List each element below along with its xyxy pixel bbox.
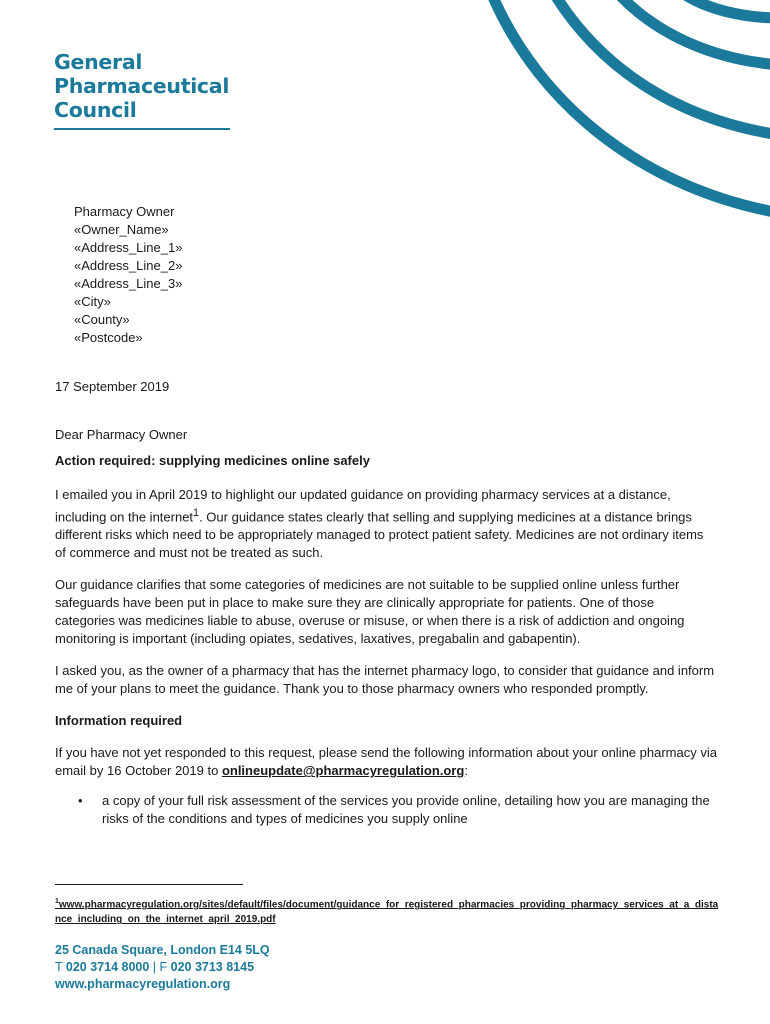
arc-1 bbox=[490, 0, 770, 213]
footnote-link[interactable]: www.pharmacyregulation.org/sites/default/files/document/guidance_for_registered_pharmacies_providing_pharmacy_services_at_a_distance_including_on_the_internet_april_2019.pdf bbox=[55, 899, 719, 926]
paragraph-1-text: I emailed you in April 2019 to highlight our updated guidance on providing pharmacy services at a distance, including on the internet bbox=[55, 487, 671, 525]
arc-3 bbox=[615, 0, 770, 65]
footer-address: 25 Canada Square, London E14 5LQ bbox=[55, 943, 270, 957]
footer-phone-line bbox=[55, 959, 270, 976]
letter-date: 17 September 2019 bbox=[55, 379, 170, 394]
address-line: «Owner_Name» bbox=[74, 222, 169, 237]
address-line: Pharmacy Owner bbox=[74, 204, 175, 219]
footnote-ref[interactable]: 1 bbox=[193, 507, 200, 519]
logo-line-1: General bbox=[54, 50, 143, 74]
footnote-divider bbox=[55, 884, 243, 885]
address-line: «Postcode» bbox=[74, 330, 143, 345]
address-line: «Address_Line_2» bbox=[74, 258, 183, 273]
letter-body bbox=[55, 378, 717, 828]
tel-number: 020 3714 8000 bbox=[65, 960, 150, 974]
address-line: «County» bbox=[74, 312, 130, 327]
footnote-number: 1 bbox=[55, 898, 59, 905]
footnote bbox=[55, 894, 720, 927]
section-heading: Information required bbox=[55, 713, 183, 729]
tel-label: T bbox=[55, 960, 66, 974]
fax-label: F bbox=[159, 960, 171, 974]
requirements-list bbox=[55, 792, 717, 828]
footer bbox=[55, 942, 270, 993]
address-line: «City» bbox=[74, 294, 111, 309]
arc-4 bbox=[678, 0, 770, 18]
paragraph-3: I asked you, as the owner of a pharmacy that has the internet pharmacy logo, to consider that guidance and inform me of your plans to meet the guidance. Thank you to those pharmacy owners who responded promptly. bbox=[55, 663, 715, 697]
fax-number: 020 3713 8145 bbox=[170, 960, 255, 974]
paragraph-1-text-cont: . Our guidance states clearly that selling and supplying medicines at a distance brings different risks which need to be appropriately managed to protect patient safety. Medicines are not ordinary items of commerce and must not be treated as such. bbox=[55, 509, 704, 561]
address-line: «Address_Line_1» bbox=[74, 240, 183, 255]
subject-heading: Action required: supplying medicines online safely bbox=[55, 453, 370, 468]
paragraph-4-end: : bbox=[464, 763, 468, 779]
address-line: «Address_Line_3» bbox=[74, 276, 183, 291]
logo-line-2: Pharmaceutical bbox=[54, 74, 230, 98]
recipient-address bbox=[74, 203, 182, 347]
paragraph-4 bbox=[55, 744, 717, 780]
gphc-logo bbox=[54, 50, 232, 130]
paragraph-1 bbox=[55, 486, 717, 562]
website-link[interactable]: www.pharmacyregulation.org bbox=[55, 977, 231, 991]
greeting: Dear Pharmacy Owner bbox=[55, 427, 188, 442]
paragraph-4-text: If you have not yet responded to this request, please send the following information about your online pharmacy via email by 16 October 2019 to bbox=[55, 745, 717, 779]
separator: | bbox=[149, 960, 160, 974]
paragraph-2: Our guidance clarifies that some categories of medicines are not suitable to be supplied online unless further safeguards have been put in place to make sure they are clinically appropriate for patients. One of those categories was medicines liable to abuse, overuse or misuse, or when there is a risk of addiction and ongoing monitoring is important (including opiates, sedatives, laxatives, pregabalin and gabapentin). bbox=[55, 577, 685, 647]
logo-line-3: Council bbox=[54, 98, 137, 122]
email-link[interactable]: onlineupdate@pharmacyregulation.org bbox=[221, 763, 465, 779]
logo-underline bbox=[54, 128, 230, 130]
list-item: • a copy of your full risk assessment of the services you provide online, detailing how you are managing the risks of the conditions and types of medicines you supply online bbox=[55, 792, 717, 828]
